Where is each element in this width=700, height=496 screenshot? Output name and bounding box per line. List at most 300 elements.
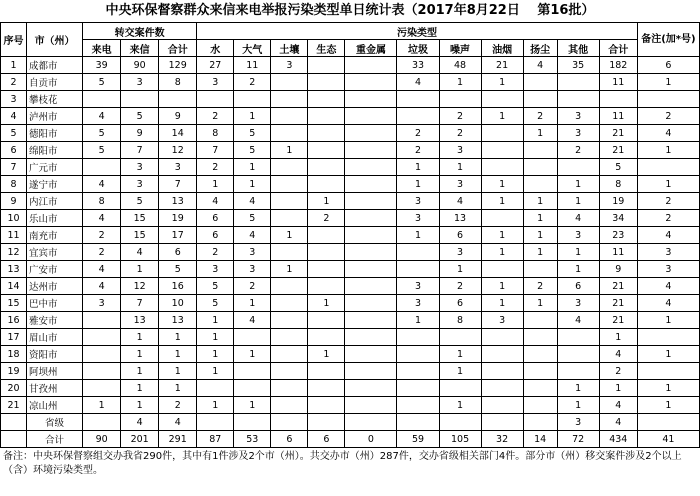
table-cell: 1 [397, 176, 439, 193]
city-name: 攀枝花 [27, 91, 83, 108]
table-cell: 3 [637, 244, 699, 261]
table-cell [83, 312, 121, 329]
table-cell [345, 91, 397, 108]
table-cell: 1 [308, 346, 345, 363]
table-cell [557, 363, 599, 380]
row-number: 6 [1, 142, 27, 159]
table-cell [197, 414, 234, 431]
table-row [1, 329, 700, 346]
table-cell [234, 363, 271, 380]
table-cell: 3 [121, 176, 159, 193]
header-transfer-group: 转交案件数 [83, 23, 197, 40]
table-cell: 4 [599, 397, 637, 414]
city-name: 广安市 [27, 261, 83, 278]
table-cell: 1 [234, 176, 271, 193]
table-row [1, 210, 700, 227]
table-cell [271, 346, 308, 363]
table-cell: 2 [637, 108, 699, 125]
table-cell: 1 [197, 312, 234, 329]
table-cell: 2 [234, 74, 271, 91]
table-row [1, 261, 700, 278]
city-name: 资阳市 [27, 346, 83, 363]
table-cell [83, 91, 121, 108]
table-cell [345, 125, 397, 142]
table-cell: 3 [197, 74, 234, 91]
table-cell: 1 [439, 159, 481, 176]
table-cell [523, 261, 557, 278]
table-cell: 3 [234, 244, 271, 261]
table-cell [83, 329, 121, 346]
table-cell [523, 74, 557, 91]
table-cell [637, 363, 699, 380]
table-cell: 1 [637, 380, 699, 397]
table-cell [345, 176, 397, 193]
table-cell: 3 [397, 278, 439, 295]
table-cell: 13 [159, 193, 197, 210]
table-row [1, 74, 700, 91]
table-cell [397, 244, 439, 261]
header-col: 大气 [234, 40, 271, 57]
table-row [1, 244, 700, 261]
table-row [1, 414, 700, 431]
header-col: 来信 [121, 40, 159, 57]
table-cell: 2 [197, 244, 234, 261]
table-cell: 1 [557, 244, 599, 261]
table-cell [308, 244, 345, 261]
header-col: 扬尘 [523, 40, 557, 57]
table-cell: 2 [83, 227, 121, 244]
table-cell [308, 125, 345, 142]
table-cell [271, 108, 308, 125]
table-cell: 5 [197, 278, 234, 295]
row-number: 8 [1, 176, 27, 193]
table-cell: 1 [271, 227, 308, 244]
city-name: 雅安市 [27, 312, 83, 329]
table-cell: 1 [197, 329, 234, 346]
city-name: 泸州市 [27, 108, 83, 125]
table-cell [557, 74, 599, 91]
table-cell: 11 [599, 108, 637, 125]
table-cell: 2 [308, 210, 345, 227]
table-cell [345, 414, 397, 431]
table-cell [481, 329, 523, 346]
table-cell: 12 [121, 278, 159, 295]
table-cell: 1 [481, 74, 523, 91]
table-cell [481, 142, 523, 159]
table-row [1, 57, 700, 74]
table-row [1, 142, 700, 159]
table-cell: 3 [397, 210, 439, 227]
table-cell [481, 363, 523, 380]
table-cell [271, 193, 308, 210]
city-name: 甘孜州 [27, 380, 83, 397]
table-cell: 2 [439, 125, 481, 142]
header-remark: 备注(加*号) [637, 23, 699, 57]
table-cell: 1 [637, 312, 699, 329]
table-cell [439, 91, 481, 108]
table-cell: 4 [197, 193, 234, 210]
table-cell: 19 [159, 210, 197, 227]
row-number: 14 [1, 278, 27, 295]
table-cell: 1 [308, 193, 345, 210]
table-cell: 13 [439, 210, 481, 227]
table-cell [308, 397, 345, 414]
table-cell: 3 [557, 125, 599, 142]
table-cell [439, 380, 481, 397]
table-cell [271, 125, 308, 142]
table-cell: 4 [397, 74, 439, 91]
table-cell [345, 312, 397, 329]
table-row [1, 108, 700, 125]
table-cell [397, 414, 439, 431]
table-cell: 4 [83, 278, 121, 295]
table-cell [345, 363, 397, 380]
table-cell [271, 210, 308, 227]
table-cell: 3 [439, 142, 481, 159]
row-number: 4 [1, 108, 27, 125]
table-cell [345, 295, 397, 312]
table-cell: 4 [637, 227, 699, 244]
table-cell: 1 [159, 329, 197, 346]
table-cell: 33 [397, 57, 439, 74]
header-col: 其他 [557, 40, 599, 57]
table-cell: 5 [121, 108, 159, 125]
table-cell: 6 [197, 227, 234, 244]
table-row [1, 295, 700, 312]
table-cell: 11 [599, 244, 637, 261]
table-cell: 21 [481, 57, 523, 74]
table-cell: 4 [557, 210, 599, 227]
table-cell: 291 [159, 431, 197, 448]
table-cell: 4 [599, 414, 637, 431]
table-cell [523, 142, 557, 159]
table-row [1, 363, 700, 380]
table-cell: 90 [83, 431, 121, 448]
table-cell: 4 [557, 312, 599, 329]
table-cell [345, 142, 397, 159]
table-row [1, 397, 700, 414]
table-cell: 8 [439, 312, 481, 329]
city-name: 巴中市 [27, 295, 83, 312]
city-name: 省级 [27, 414, 83, 431]
table-cell: 3 [439, 176, 481, 193]
table-cell: 1 [637, 74, 699, 91]
table-cell: 2 [197, 159, 234, 176]
table-cell [345, 278, 397, 295]
table-row [1, 380, 700, 397]
table-cell: 4 [523, 57, 557, 74]
table-cell: 201 [121, 431, 159, 448]
table-cell: 2 [637, 193, 699, 210]
table-cell: 4 [159, 414, 197, 431]
table-cell: 1 [159, 363, 197, 380]
table-cell: 105 [439, 431, 481, 448]
table-cell: 11 [599, 74, 637, 91]
table-cell: 5 [159, 261, 197, 278]
table-cell [197, 380, 234, 397]
table-cell: 1 [439, 74, 481, 91]
table-cell [83, 363, 121, 380]
table-cell: 2 [523, 108, 557, 125]
table-cell: 7 [121, 295, 159, 312]
table-cell [308, 74, 345, 91]
table-cell: 17 [159, 227, 197, 244]
city-name: 成都市 [27, 57, 83, 74]
table-cell [308, 57, 345, 74]
table-cell: 4 [83, 108, 121, 125]
table-cell: 9 [121, 125, 159, 142]
table-cell: 4 [83, 176, 121, 193]
table-cell: 35 [557, 57, 599, 74]
city-name: 凉山州 [27, 397, 83, 414]
table-cell: 9 [159, 108, 197, 125]
table-cell [523, 91, 557, 108]
table-cell: 1 [159, 346, 197, 363]
table-cell: 1 [121, 346, 159, 363]
table-cell: 3 [637, 261, 699, 278]
table-cell: 0 [345, 431, 397, 448]
row-number: 13 [1, 261, 27, 278]
table-cell [234, 380, 271, 397]
table-cell: 72 [557, 431, 599, 448]
table-cell: 39 [83, 57, 121, 74]
table-cell: 6 [439, 227, 481, 244]
table-row [1, 91, 700, 108]
table-cell: 21 [599, 312, 637, 329]
table-cell: 1 [637, 176, 699, 193]
table-cell: 1 [83, 397, 121, 414]
table-cell: 1 [599, 380, 637, 397]
table-cell: 4 [234, 193, 271, 210]
table-cell: 5 [234, 142, 271, 159]
table-cell: 8 [159, 74, 197, 91]
table-row [1, 431, 700, 448]
table-cell [345, 227, 397, 244]
table-cell: 2 [83, 244, 121, 261]
table-cell [234, 329, 271, 346]
table-cell [159, 91, 197, 108]
table-cell: 90 [121, 57, 159, 74]
header-col: 合计 [599, 40, 637, 57]
table-row [1, 159, 700, 176]
table-cell [271, 329, 308, 346]
table-cell: 2 [159, 397, 197, 414]
table-cell: 4 [637, 295, 699, 312]
table-cell: 8 [83, 193, 121, 210]
table-cell: 182 [599, 57, 637, 74]
table-cell: 2 [397, 142, 439, 159]
table-cell: 1 [481, 278, 523, 295]
table-cell: 3 [121, 74, 159, 91]
row-number: 16 [1, 312, 27, 329]
table-cell: 3 [271, 57, 308, 74]
table-cell: 5 [234, 125, 271, 142]
table-cell [308, 159, 345, 176]
table-cell [345, 74, 397, 91]
table-cell: 1 [159, 380, 197, 397]
table-cell [271, 295, 308, 312]
table-cell [397, 397, 439, 414]
row-number: 15 [1, 295, 27, 312]
table-cell [557, 159, 599, 176]
table-cell: 1 [271, 261, 308, 278]
table-cell: 4 [121, 414, 159, 431]
table-cell: 13 [121, 312, 159, 329]
table-cell: 5 [599, 159, 637, 176]
row-number: 10 [1, 210, 27, 227]
table-cell [599, 91, 637, 108]
table-cell [523, 159, 557, 176]
table-cell [271, 380, 308, 397]
table-cell: 3 [159, 159, 197, 176]
table-cell: 1 [397, 159, 439, 176]
table-cell: 1 [481, 227, 523, 244]
table-cell [83, 380, 121, 397]
header-col: 来电 [83, 40, 121, 57]
table-cell: 1 [234, 159, 271, 176]
table-cell: 16 [159, 278, 197, 295]
table-cell [481, 261, 523, 278]
table-cell [345, 210, 397, 227]
table-cell [523, 380, 557, 397]
table-cell [345, 108, 397, 125]
row-number: 1 [1, 57, 27, 74]
table-cell: 1 [197, 176, 234, 193]
table-cell: 1 [234, 346, 271, 363]
table-cell: 1 [557, 176, 599, 193]
table-cell [271, 91, 308, 108]
table-cell: 1 [637, 142, 699, 159]
city-name: 合计 [27, 431, 83, 448]
table-cell: 6 [197, 210, 234, 227]
table-row [1, 278, 700, 295]
table-cell [345, 57, 397, 74]
table-cell [308, 261, 345, 278]
city-name: 绵阳市 [27, 142, 83, 159]
table-cell: 5 [197, 295, 234, 312]
table-cell: 13 [159, 312, 197, 329]
table-row [1, 312, 700, 329]
table-cell: 41 [637, 431, 699, 448]
table-cell [523, 346, 557, 363]
table-cell: 3 [397, 193, 439, 210]
table-cell [439, 414, 481, 431]
city-name: 阿坝州 [27, 363, 83, 380]
table-cell: 2 [234, 278, 271, 295]
table-cell [637, 329, 699, 346]
table-cell [308, 329, 345, 346]
table-cell: 1 [121, 397, 159, 414]
row-number: 18 [1, 346, 27, 363]
city-name: 乐山市 [27, 210, 83, 227]
table-cell: 2 [439, 108, 481, 125]
table-cell [557, 346, 599, 363]
table-cell: 9 [599, 261, 637, 278]
table-cell: 87 [197, 431, 234, 448]
table-cell: 6 [557, 278, 599, 295]
table-cell: 12 [159, 142, 197, 159]
header-col: 合计 [159, 40, 197, 57]
table-cell: 8 [197, 125, 234, 142]
table-cell [481, 380, 523, 397]
table-cell: 1 [557, 380, 599, 397]
table-cell: 1 [234, 295, 271, 312]
row-number: 9 [1, 193, 27, 210]
table-cell: 59 [397, 431, 439, 448]
table-cell: 7 [159, 176, 197, 193]
table-cell [234, 414, 271, 431]
table-cell [523, 414, 557, 431]
table-cell [271, 397, 308, 414]
table-cell [481, 91, 523, 108]
table-cell: 3 [121, 159, 159, 176]
table-cell: 5 [121, 193, 159, 210]
table-cell: 1 [271, 142, 308, 159]
table-cell: 53 [234, 431, 271, 448]
table-cell: 1 [197, 363, 234, 380]
row-number: 17 [1, 329, 27, 346]
header-col: 生态 [308, 40, 345, 57]
table-cell: 1 [439, 397, 481, 414]
table-cell: 1 [439, 261, 481, 278]
table-cell: 4 [599, 346, 637, 363]
table-cell: 6 [159, 244, 197, 261]
table-cell: 4 [234, 312, 271, 329]
table-cell: 1 [197, 346, 234, 363]
city-name: 德阳市 [27, 125, 83, 142]
city-name: 眉山市 [27, 329, 83, 346]
header-col: 水 [197, 40, 234, 57]
header-no: 序号 [1, 23, 27, 57]
table-cell: 2 [599, 363, 637, 380]
row-number: 7 [1, 159, 27, 176]
header-row-1 [1, 23, 700, 40]
table-cell: 6 [308, 431, 345, 448]
table-cell: 3 [83, 295, 121, 312]
table-cell [308, 414, 345, 431]
table-cell [308, 278, 345, 295]
table-cell: 7 [121, 142, 159, 159]
table-cell [397, 380, 439, 397]
table-cell [637, 159, 699, 176]
table-cell: 4 [83, 210, 121, 227]
table-cell [308, 312, 345, 329]
table-cell: 1 [481, 295, 523, 312]
table-cell: 14 [159, 125, 197, 142]
table-cell: 1 [308, 295, 345, 312]
table-cell: 3 [557, 227, 599, 244]
header-col: 油烟 [481, 40, 523, 57]
table-cell [345, 329, 397, 346]
table-cell [345, 261, 397, 278]
table-cell [83, 346, 121, 363]
table-cell [481, 159, 523, 176]
table-cell [271, 414, 308, 431]
table-cell: 1 [599, 329, 637, 346]
city-name: 南充市 [27, 227, 83, 244]
table-cell: 1 [637, 397, 699, 414]
table-cell [345, 193, 397, 210]
table-cell: 27 [197, 57, 234, 74]
row-number [1, 431, 27, 448]
table-cell [308, 142, 345, 159]
table-cell [397, 346, 439, 363]
table-cell: 4 [83, 261, 121, 278]
city-name: 遂宁市 [27, 176, 83, 193]
table-cell: 3 [234, 261, 271, 278]
table-cell: 2 [637, 210, 699, 227]
table-cell [271, 74, 308, 91]
